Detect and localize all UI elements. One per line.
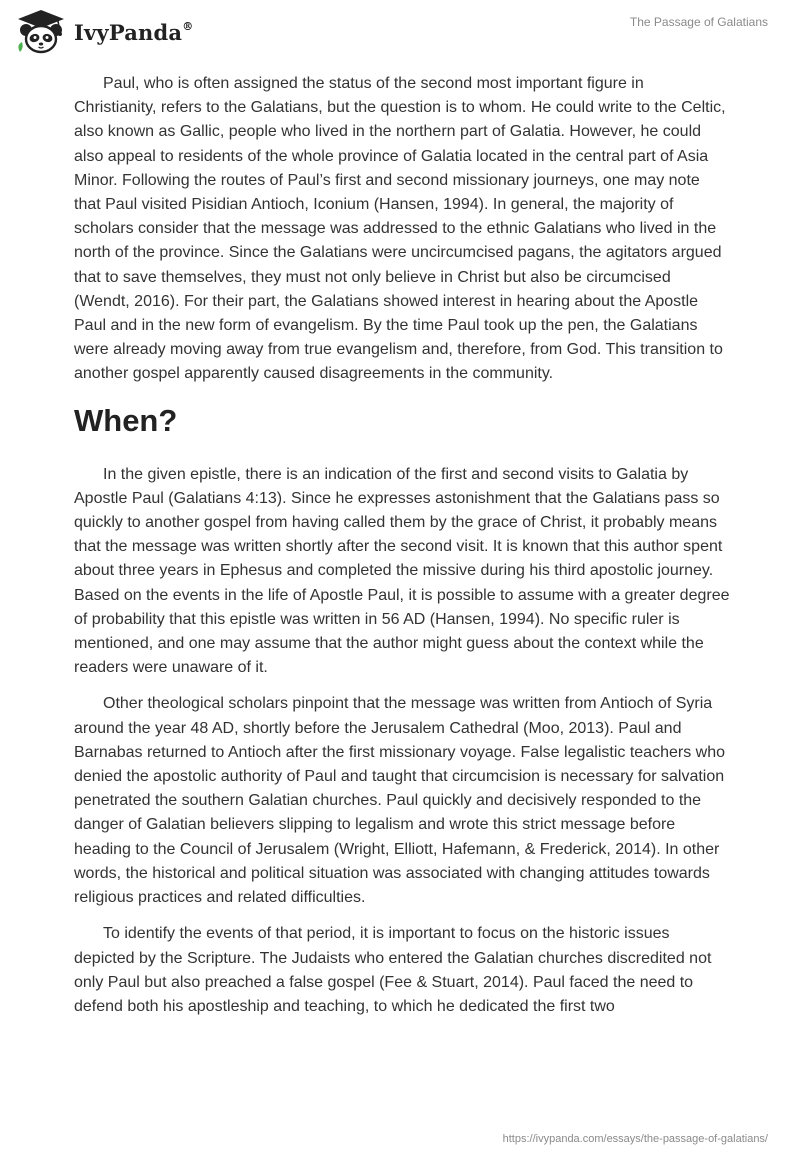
paragraph: Other theological scholars pinpoint that the message was written from Antioch of Syria around the year 48 AD, shortly before the Jerusalem Cathedral (Moo, 2013). Paul and Barnabas returned to Antioch after the first missionary voyage. False legalistic teachers who denied the apostolic authority of Paul and taught that circumcision is necessary for salvation penetrated the southern Galatian churches. Paul quickly and decisively responded to the danger of Galatian believers slipping to legalism and wrote this strict message before heading to the Council of Jerusalem (Wright, Elliott, Hafemann, & Frederick, 2014). In other words, the historical and political situation was associated with changing attitudes towards religious practices and related difficulties. — [74, 695, 725, 907]
page-header — [0, 0, 800, 70]
essay-body — [74, 72, 730, 1031]
ivypanda-logo[interactable] — [14, 8, 193, 56]
panda-graduate-icon — [14, 8, 68, 56]
section-heading: When? — [74, 402, 178, 438]
paragraph: To identify the events of that period, it is important to focus on the historic issues depicted by the Scripture. The Judaists who entered the Galatian churches discredited not only Paul but also preached a false gospel (Fee & Stuart, 2014). Paul faced the need to defend both his apostleship and teaching, to which he dedicated the first two — [74, 925, 712, 1015]
footer-url[interactable]: https://ivypanda.com/essays/the-passage-of-galatians/ — [502, 1133, 768, 1145]
paragraph: Paul, who is often assigned the status of the second most important figure in Christianity, refers to the Galatians, but the question is to whom. He could write to the Celtic, also known as Gallic, people who lived in the northern part of Galatia. However, he could also appeal to residents of the whole province of Galatia located in the central part of Asia Minor. Following the routes of Paul’s first and second missionary journeys, one may note that Paul visited Pisidian Antioch, Iconium (Hansen, 1994). In general, the majority of scholars consider that the message was addressed to the ethnic Galatians who lived in the north of the province. Since the Galatians were uncircumcised pagans, the agitators argued that to save themselves, they must not only believe in Christ but also be circumcised (Wendt, 2016). For their part, the Galatians showed interest in hearing about the Apostle Paul and in the new form of evangelism. By the time Paul took up the pen, the Galatians were already moving away from true evangelism and, therefore, from God. This transition to another gospel apparently caused disagreements in the community. — [74, 75, 726, 383]
brand-name: IvyPanda® — [74, 19, 194, 45]
paragraph: In the given epistle, there is an indication of the first and second visits to Galatia by Apostle Paul (Galatians 4:13). Since he expresses astonishment that the Galatians pass so quickly to another gospel from having called them by the grace of Christ, it probably means that the message was written shortly after the second visit. It is known that this author spent about three years in Ephesus and completed the missive during his third apostolic journey. Based on the events in the life of Apostle Paul, it is possible to assume with a greater degree of probability that this epistle was written in 56 AD (Hansen, 1994). No specific ruler is mentioned, and one may assume that the author might guess about the context while the readers were unaware of it. — [74, 465, 730, 677]
running-title: The Passage of Galatians — [629, 15, 768, 29]
